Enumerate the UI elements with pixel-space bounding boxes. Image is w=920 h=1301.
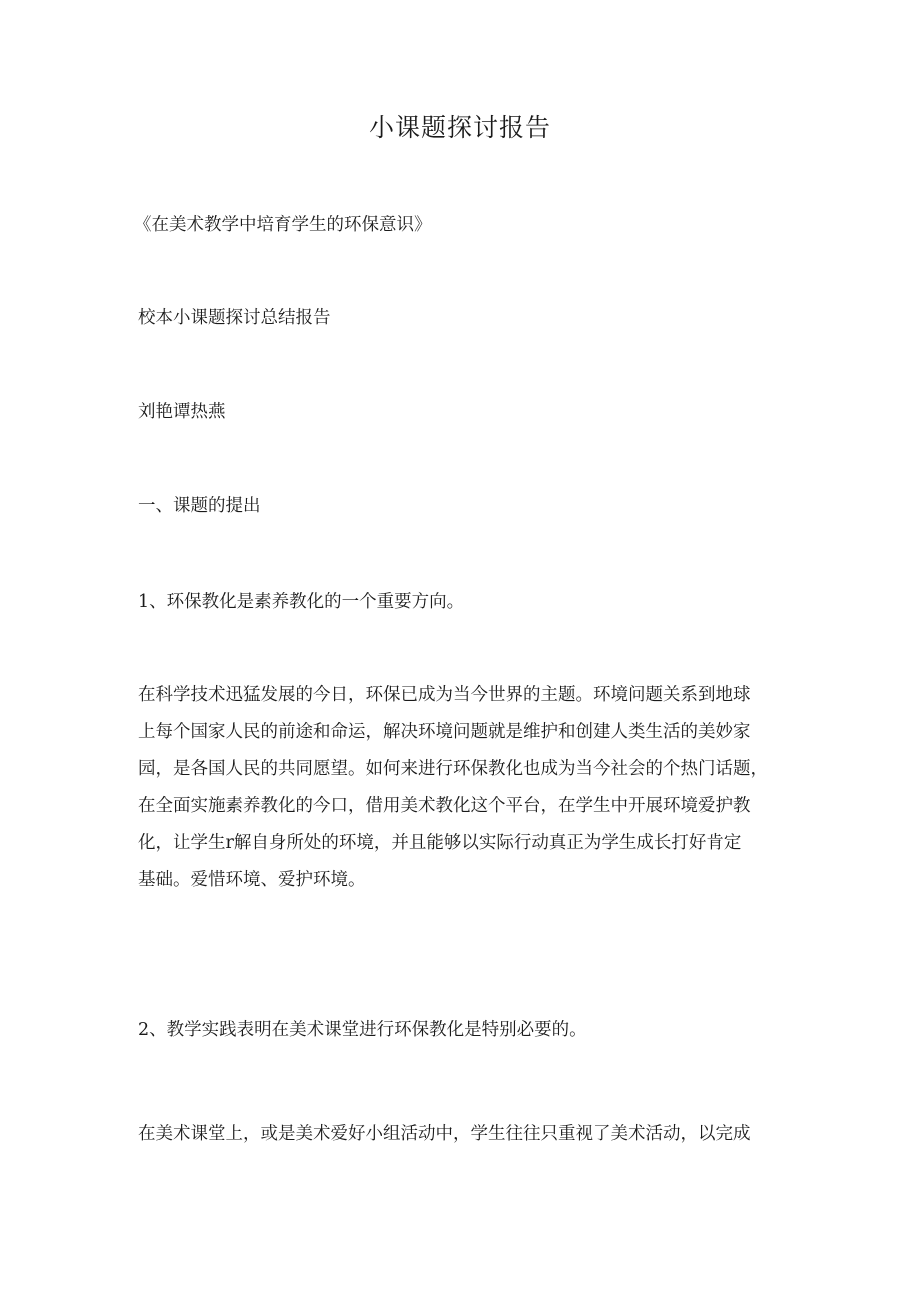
paragraph-line: 在美术课堂上，或是美术爱好小组活动中，学生往往只重视了美术活动，以完成 bbox=[138, 1124, 751, 1144]
authors: 刘艳谭热燕 bbox=[138, 402, 226, 422]
point-1-heading: 1、环保教化是素养教化的一个重要方向。 bbox=[138, 592, 465, 612]
paragraph-line: 基础。爱惜环境、爱护环境。 bbox=[138, 870, 366, 890]
report-name: 校本小课题探讨总结报告 bbox=[138, 308, 331, 328]
section-heading: 一、课题的提出 bbox=[138, 496, 261, 516]
document-title: 小课题探讨报告 bbox=[368, 113, 551, 142]
paragraph-line: 化，让学生r解自身所处的环境，并且能够以实际行动真正为学生成长打好肯定 bbox=[138, 833, 742, 853]
paragraph-line: 在全面实施素养教化的今口，借用美术教化这个平台，在学生中开展环境爱护教 bbox=[138, 796, 751, 816]
paragraph-line: 在科学技术迅猛发展的今日，环保已成为当今世界的主题。环境问题关系到地球 bbox=[138, 685, 751, 705]
project-subtitle: 《在美术教学中培育学生的环保意识》 bbox=[134, 215, 432, 235]
point-2-heading: 2、教学实践表明在美术课堂进行环保教化是特别必要的。 bbox=[138, 1020, 587, 1040]
paragraph-line: 上每个国家人民的前途和命运，解决环境问题就是维护和创建人类生活的美妙家 bbox=[138, 722, 751, 742]
point-1-paragraph bbox=[138, 682, 788, 904]
paragraph-line: 园，是各国人民的共同愿望。如何来进行环保教化也成为当今社会的个热门话题， bbox=[138, 759, 768, 779]
point-2-paragraph bbox=[138, 1121, 788, 1158]
